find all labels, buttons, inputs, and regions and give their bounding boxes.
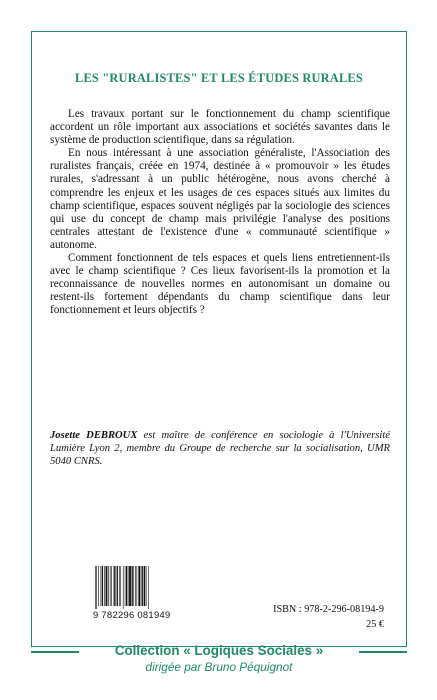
barcode-bar bbox=[144, 566, 145, 606]
author-bio bbox=[50, 429, 390, 468]
barcode-bar bbox=[96, 566, 97, 610]
barcode-bar bbox=[129, 566, 131, 606]
barcode-bar bbox=[141, 566, 142, 606]
collection-director: dirigée par Bruno Péquignot bbox=[145, 660, 293, 674]
barcode-bar bbox=[117, 566, 118, 606]
barcode-bar bbox=[142, 566, 143, 606]
barcode-digits: 9 782296 081949 bbox=[93, 609, 179, 620]
barcode-bar bbox=[119, 566, 120, 606]
barcode-bar bbox=[125, 566, 126, 606]
barcode-bar bbox=[137, 566, 138, 606]
author-description: est maître de conférence en sociologie à l'Université Lumière Lyon 2, membre du Groupe de recherche sur la socialisation, UMR 5040 CNRS. bbox=[50, 430, 390, 468]
barcode-bar bbox=[148, 566, 149, 610]
summary-paragraph-3: Comment fonctionnent de tels espaces et quels liens entretiennent-ils avec le champ scientifique ? Ces lieux favorisent-ils la promotion et la reconnaissance de nouvelles normes en autonomisant un domaine ou restent-ils fortement dépendants du champ scientifique dans leur fonctionnement et leurs objectifs ? bbox=[50, 252, 390, 317]
barcode-bar bbox=[133, 566, 134, 606]
barcode-bar bbox=[146, 566, 147, 606]
summary-paragraph-2: En nous intéressant à une association généraliste, l'Association des ruralistes français, créée en 1974, destinée à « promouvoir » les études rurales, s'adressant à un public hétérogène, nous avons cherché à comprendre les enjeux et les usages de ces espaces situés aux limites du champ scientifique, espaces souvent négligés par la sociologie des sciences qui use du concept de champ mais privilégie l'analyse des positions centrales attestant de l'existence d'une « communauté scientifique » autonome. bbox=[50, 147, 390, 251]
barcode-bar bbox=[120, 566, 121, 606]
barcode-bar bbox=[98, 566, 99, 606]
barcode-bar bbox=[123, 566, 124, 610]
barcode-bar bbox=[135, 566, 136, 606]
barcode-bar bbox=[114, 566, 115, 606]
isbn: ISBN : 978-2-296-08194-9 bbox=[273, 604, 384, 615]
barcode-bar bbox=[110, 566, 111, 606]
price: 25 € bbox=[366, 619, 384, 630]
barcode-bar bbox=[115, 566, 116, 606]
summary-paragraph-1: Les travaux portant sur le fonctionnement du champ scientifique accordent un rôle important aux associations et sociétés savantes dans le système de production scientifique, dans sa régulation. bbox=[50, 108, 390, 147]
barcode-bars bbox=[94, 566, 176, 610]
collection-title: Collection « Logiques Sociales » bbox=[114, 643, 324, 658]
barcode-bar bbox=[102, 566, 103, 606]
barcode-bar bbox=[111, 566, 112, 606]
barcode-bar bbox=[104, 566, 105, 606]
barcode-bar bbox=[95, 566, 96, 610]
barcode-bar bbox=[106, 566, 108, 606]
barcode-bar bbox=[126, 566, 127, 606]
back-cover-summary bbox=[50, 108, 390, 318]
barcode-bar bbox=[128, 566, 129, 606]
barcode-bar bbox=[132, 566, 133, 606]
barcode-bar bbox=[108, 566, 109, 606]
barcode-bar bbox=[138, 566, 140, 606]
author-name: Josette DEBROUX bbox=[50, 430, 138, 441]
barcode-bar bbox=[101, 566, 102, 606]
book-title: LES "RURALISTES" ET LES ÉTUDES RURALES bbox=[75, 71, 363, 85]
